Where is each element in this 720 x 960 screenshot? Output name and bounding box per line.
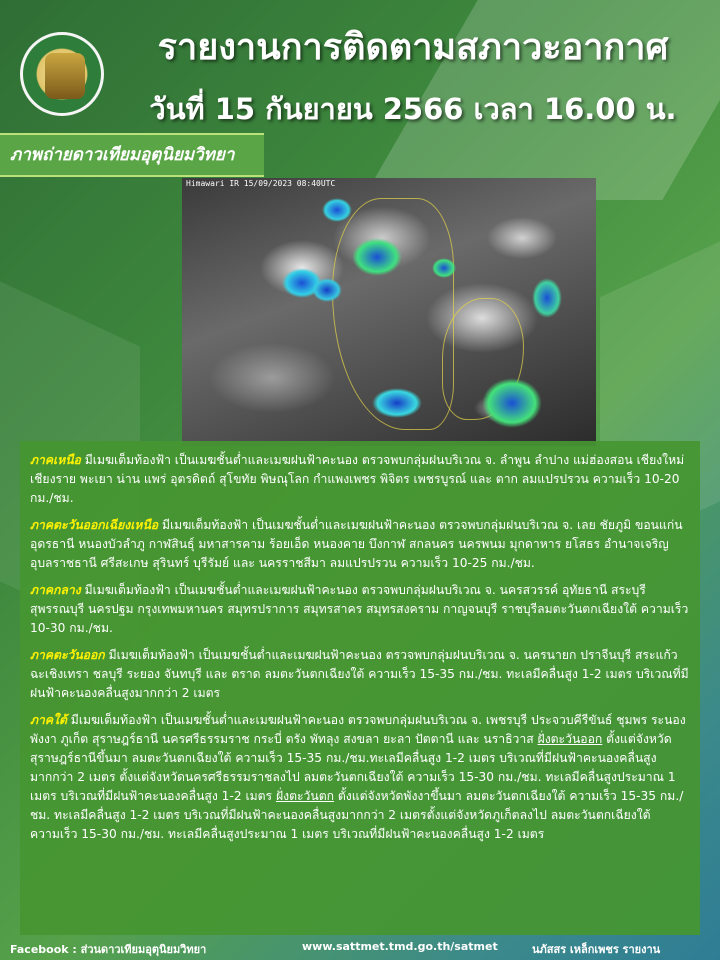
region-text: มีเมฆเต็มท้องฟ้า เป็นเมฆชั้นต่ำและเมฆฝนฟ้าคะนอง ตรวจพบกลุ่มฝนบริเวณ จ. นครสวรรค์ อุทัยธานี สระบุรี สุพรรณบุรี นครปฐม กรุงเทพมหานคร สมุทรปราการ สมุทรสาคร สมุทรสงคราม กาญจนบุรี ราชบุรีลมตะวันตกเฉียงใต้ ความเร็ว 10-30 กม./ชม. bbox=[30, 583, 689, 635]
region-text: ตั้งแต่จังหวัดสุราษฎร์ธานีขึ้นมา ลมตะวันตกเฉียงใต้ ความเร็ว 15-35 กม./ชม.ทะเลมีคลื่นสูง 1-2 เมตร บริเวณที่มีฝนฟ้าคะนองคลื่นสูงมากกว่า 2 เมตร ตั้งแต่จังหวัดนครศรีธรรมราชลงไป ลมตะวันตกเฉียงใต้ ความเร็ว 15-30 กม./ชม. ทะเลมีคลื่นสูงประมาณ 1 เมตร บริเวณที่มีฝนฟ้าคะนองคลื่นสูง 1-2 เมตร bbox=[30, 732, 676, 803]
region-paragraph-east bbox=[30, 646, 690, 703]
reporter-credit: นภัสสร เหล็กเพชร รายงาน bbox=[532, 943, 661, 956]
satellite-caption: Himawari IR 15/09/2023 08:40UTC bbox=[186, 179, 336, 188]
logo-emblem-icon bbox=[45, 53, 85, 99]
tmd-logo bbox=[20, 32, 104, 116]
storm-cell-icon bbox=[482, 378, 542, 428]
region-paragraph-northeast bbox=[30, 516, 690, 573]
region-name: ภาคกลาง bbox=[30, 583, 81, 597]
weather-report-panel bbox=[20, 441, 700, 935]
region-text: มีเมฆเต็มท้องฟ้า เป็นเมฆชั้นต่ำและเมฆฝนฟ้าคะนอง ตรวจพบกลุ่มฝนบริเวณ จ. ลำพูน ลำปาง แม่ฮ่องสอน เชียงใหม่ เชียงราย พะเยา น่าน แพร่ อุตรดิตถ์ สุโขทัย พิษณุโลก กำแพงเพชร พิจิตร เพชรบูรณ์ และ ตาก ลมแปรปรวน ความเร็ว 10-20 กม./ชม. bbox=[30, 453, 685, 505]
website-link[interactable]: www.sattmet.tmd.go.th/satmet bbox=[302, 940, 498, 953]
region-name: ภาคตะวันออกเฉียงเหนือ bbox=[30, 518, 159, 532]
facebook-link[interactable]: Facebook : ส่วนดาวเทียมอุตุนิยมวิทยา bbox=[10, 943, 207, 956]
region-text: มีเมฆเต็มท้องฟ้า เป็นเมฆชั้นต่ำและเมฆฝนฟ้าคะนอง ตรวจพบกลุ่มฝนบริเวณ จ. เลย ชัยภูมิ ขอนแก่น อุดรธานี หนองบัวลำภู กาฬสินธุ์ มหาสารคาม ร้อยเอ็ด หนองคาย บึงกาฬ สกลนคร นครพนม มุกดาหาร ยโสธร อำนาจเจริญ อุบลราชธานี ศรีสะเกษ สุรินทร์ บุรีรัมย์ และ นครราชสีมา ลมแปรปรวน ความเร็ว 10-25 กม./ชม. bbox=[30, 518, 683, 570]
storm-cell-icon bbox=[372, 388, 422, 418]
region-text: ตั้งแต่จังหวัดพังงาขึ้นมา ลมตะวันตกเฉียงใต้ ความเร็ว 15-35 กม./ชม. ทะเลมีคลื่นสูง 1-2 เมตร บริเวณที่มีฝนฟ้าคะนองคลื่นสูงมากกว่า 2 เมตรตั้งแต่จังหวัดภูเก็ตลงไป ลมตะวันตกเฉียงใต้ ความเร็ว 15-30 กม./ชม. ทะเลมีคลื่นสูงประมาณ 1 เมตร บริเวณที่มีฝนฟ้าคะนองคลื่นสูง 1-2 เมตร bbox=[30, 789, 684, 841]
section-label: ภาพถ่ายดาวเทียมอุตุนิยมวิทยา bbox=[0, 133, 264, 177]
satellite-image bbox=[182, 178, 596, 446]
storm-cell-icon bbox=[532, 278, 562, 318]
east-coast-label: ฝั่งตะวันออก bbox=[537, 732, 603, 746]
report-datetime: วันที่ 15 กันยายน 2566 เวลา 16.00 น. bbox=[149, 92, 677, 126]
storm-cell-icon bbox=[312, 278, 342, 302]
storm-cell-icon bbox=[352, 238, 402, 276]
region-paragraph-north bbox=[30, 451, 690, 508]
region-name: ภาคเหนือ bbox=[30, 453, 81, 467]
region-text: มีเมฆเต็มท้องฟ้า เป็นเมฆชั้นต่ำและเมฆฝนฟ้าคะนอง ตรวจพบกลุ่มฝนบริเวณ จ. เพชรบุรี ประจวบคีรีขันธ์ ชุมพร ระนอง พังงา ภูเก็ต สุราษฎร์ธานี นครศรีธรรมราช กระบี่ ตรัง พัทลุง สงขลา ยะลา ปัตตานี และ นราธิวาส bbox=[30, 713, 686, 746]
region-text: มีเมฆเต็มท้องฟ้า เป็นเมฆชั้นต่ำและเมฆฝนฟ้าคะนอง ตรวจพบกลุ่มฝนบริเวณ จ. นครนายก ปราจีนบุรี สระแก้ว ฉะเชิงเทรา ชลบุรี ระยอง จันทบุรี และ ตราด ลมตะวันตกเฉียงใต้ ความเร็ว 15-35 กม./ชม. ทะเลมีคลื่นสูง 1-2 เมตร บริเวณที่มีฝนฟ้าคะนองคลื่นสูงมากกว่า 2 เมตร bbox=[30, 648, 689, 700]
page-title: รายงานการติดตามสภาวะอากาศ bbox=[157, 27, 669, 68]
region-name: ภาคตะวันออก bbox=[30, 648, 105, 662]
footer bbox=[0, 936, 720, 960]
storm-cell-icon bbox=[432, 258, 456, 278]
storm-cell-icon bbox=[322, 198, 352, 222]
region-paragraph-central bbox=[30, 581, 690, 638]
region-name: ภาคใต้ bbox=[30, 713, 67, 727]
west-coast-label: ฝั่งตะวันตก bbox=[275, 789, 335, 803]
region-paragraph-south bbox=[30, 711, 690, 844]
